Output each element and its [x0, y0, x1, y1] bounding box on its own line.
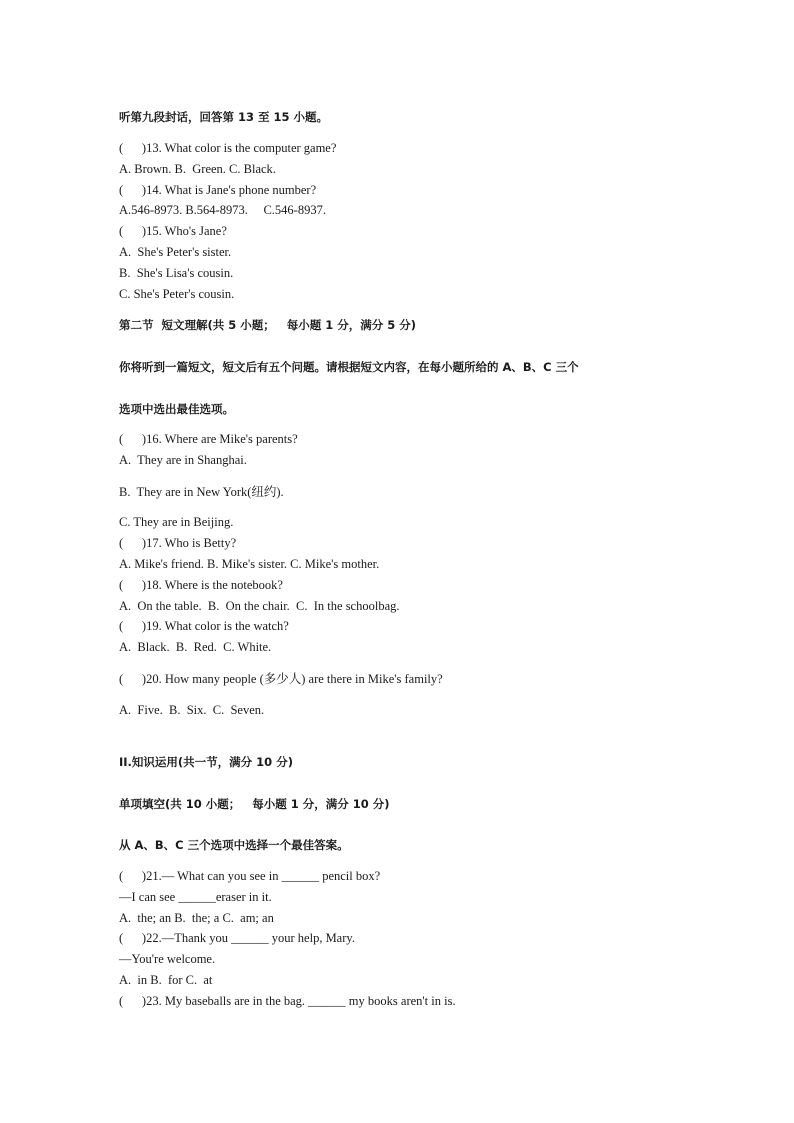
question-21-options: A. the; an B. the; a C. am; an [119, 911, 274, 925]
question-18: ( )18. Where is the notebook? [119, 578, 283, 592]
section-heading-listening-9: 听第九段封话，回答第 13 至 15 小题。 [119, 110, 329, 124]
question-20-options: A. Five. B. Six. C. Seven. [119, 703, 265, 717]
question-23: ( )23. My baseballs are in the bag. ______ my books aren't in is. [119, 994, 456, 1008]
section-2-instructions-line-2: 选项中选出最佳选项。 [119, 402, 234, 416]
question-20: ( )20. How many people (多少人) are there in Mike's family? [119, 672, 443, 686]
section-2-instructions-line-1: 你将听到一篇短文，短文后有五个问题。请根据短文内容，在每小题所给的 A、B、C 三个 [119, 360, 579, 374]
single-choice-instructions: 从 A、B、C 三个选项中选择一个最佳答案。 [119, 838, 349, 852]
question-15-option-b: B. She's Lisa's cousin. [119, 266, 234, 280]
question-21: ( )21.— What can you see in ______ pencil box? [119, 869, 381, 883]
part-2-title: II.知识运用(共一节，满分 10 分) [119, 755, 293, 769]
question-15-option-c: C. She's Peter's cousin. [119, 287, 235, 301]
question-15: ( )15. Who's Jane? [119, 224, 227, 238]
question-16-option-a: A. They are in Shanghai. [119, 453, 247, 467]
question-22-reply: —You're welcome. [119, 952, 216, 966]
question-17: ( )17. Who is Betty? [119, 536, 237, 550]
question-22: ( )22.—Thank you ______ your help, Mary. [119, 931, 355, 945]
question-15-option-a: A. She's Peter's sister. [119, 245, 232, 259]
question-22-options: A. in B. for C. at [119, 973, 213, 987]
question-19: ( )19. What color is the watch? [119, 619, 289, 633]
single-choice-title: 单项填空(共 10 小题； 每小题 1 分，满分 10 分) [119, 797, 390, 811]
question-13-options: A. Brown. B. Green. C. Black. [119, 162, 276, 176]
question-16-option-c: C. They are in Beijing. [119, 515, 234, 529]
question-13: ( )13. What color is the computer game? [119, 141, 337, 155]
question-18-options: A. On the table. B. On the chair. C. In the schoolbag. [119, 599, 400, 613]
question-19-options: A. Black. B. Red. C. White. [119, 640, 272, 654]
question-21-reply: —I can see ______eraser in it. [119, 890, 272, 904]
question-14-options: A.546-8973. B.564-8973. C.546-8937. [119, 203, 326, 217]
section-2-title: 第二节 短文理解(共 5 小题； 每小题 1 分，满分 5 分) [119, 318, 417, 332]
question-16-option-b: B. They are in New York(纽约). [119, 485, 284, 499]
question-16: ( )16. Where are Mike's parents? [119, 432, 298, 446]
question-17-options: A. Mike's friend. B. Mike's sister. C. Mike's mother. [119, 557, 380, 571]
question-14: ( )14. What is Jane's phone number? [119, 183, 317, 197]
